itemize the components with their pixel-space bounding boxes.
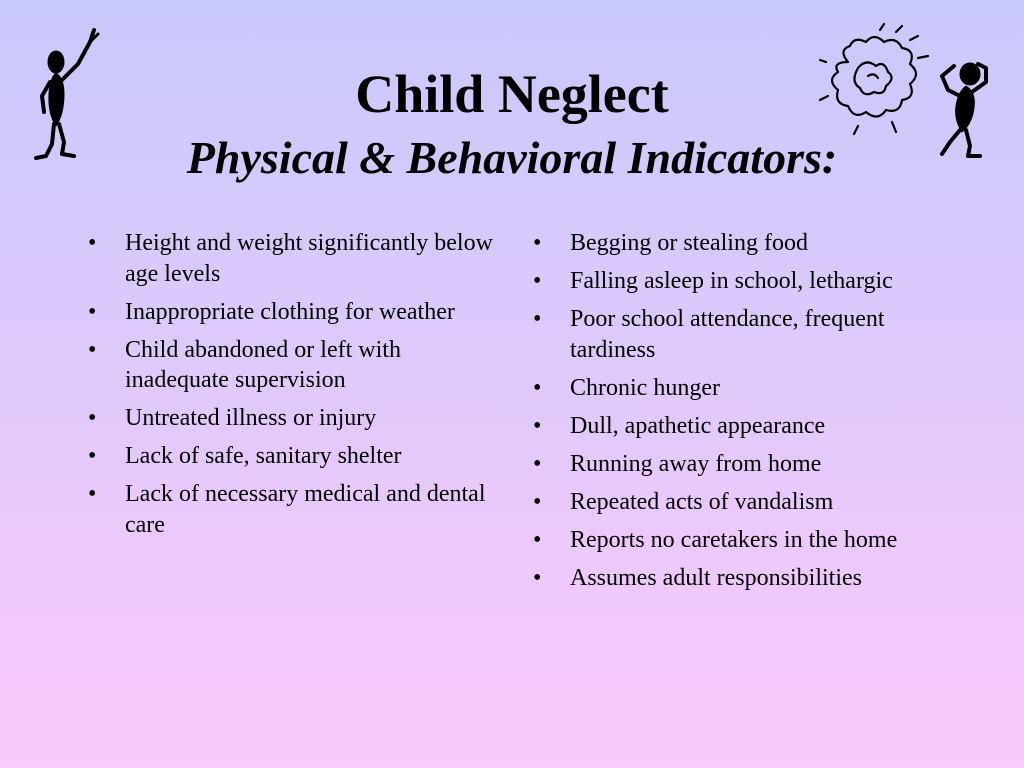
slide-title: Child Neglect (355, 64, 669, 124)
list-item (88, 297, 498, 328)
list-item-text: Running away from home (570, 450, 822, 477)
list-item-text: Dull, apathetic appearance (570, 412, 826, 439)
list-item (533, 304, 953, 365)
list-item (533, 373, 953, 404)
list-item-text: Chronic hunger (570, 374, 720, 401)
list-item-text: Child abandoned or left with inadequate supervision (125, 336, 401, 393)
bullet-icon: • (533, 230, 542, 256)
list-item (88, 441, 498, 472)
list-item-text: Falling asleep in school, lethargic (570, 268, 893, 294)
slide-subtitle: Physical & Behavioral Indicators: (186, 132, 838, 183)
list-item (533, 449, 953, 480)
bullet-icon: • (533, 564, 542, 591)
behavioral-indicators-list (533, 228, 953, 601)
bullet-icon: • (533, 268, 542, 294)
physical-indicators-list (88, 228, 498, 548)
bullet-icon: • (533, 412, 542, 439)
list-item-text: Height and weight significantly below age levels (125, 230, 493, 287)
list-item (533, 266, 953, 297)
list-item (533, 411, 953, 442)
list-item (533, 487, 953, 518)
list-item (88, 479, 498, 540)
list-item (533, 525, 953, 556)
list-item-text: Repeated acts of vandalism (570, 488, 834, 515)
bullet-icon: • (88, 230, 97, 256)
list-item-text: Begging or stealing food (570, 230, 808, 256)
bullet-icon: • (533, 488, 542, 515)
bullet-icon: • (533, 450, 542, 477)
list-item (533, 228, 953, 259)
bullet-icon: • (88, 481, 97, 507)
list-item-text: Lack of necessary medical and dental care (125, 481, 486, 538)
list-item-text: Inappropriate clothing for weather (125, 298, 455, 325)
bullet-icon: • (88, 336, 97, 363)
list-item-text: Poor school attendance, frequent tardiness (570, 306, 885, 363)
bullet-icon: • (88, 405, 97, 431)
list-item-text: Assumes adult responsibilities (570, 564, 862, 591)
list-item (88, 228, 498, 289)
bullet-icon: • (88, 298, 97, 325)
list-item (88, 403, 498, 434)
list-item-text: Lack of safe, sanitary shelter (125, 443, 402, 469)
bullet-icon: • (88, 443, 97, 469)
list-item-text: Untreated illness or injury (125, 405, 377, 431)
bullet-icon: • (533, 526, 542, 553)
bullet-icon: • (533, 306, 542, 332)
bullet-icon: • (533, 374, 542, 401)
list-item-text: Reports no caretakers in the home (570, 526, 898, 553)
list-item (88, 335, 498, 396)
list-item (533, 563, 953, 594)
title-block (0, 62, 1024, 186)
